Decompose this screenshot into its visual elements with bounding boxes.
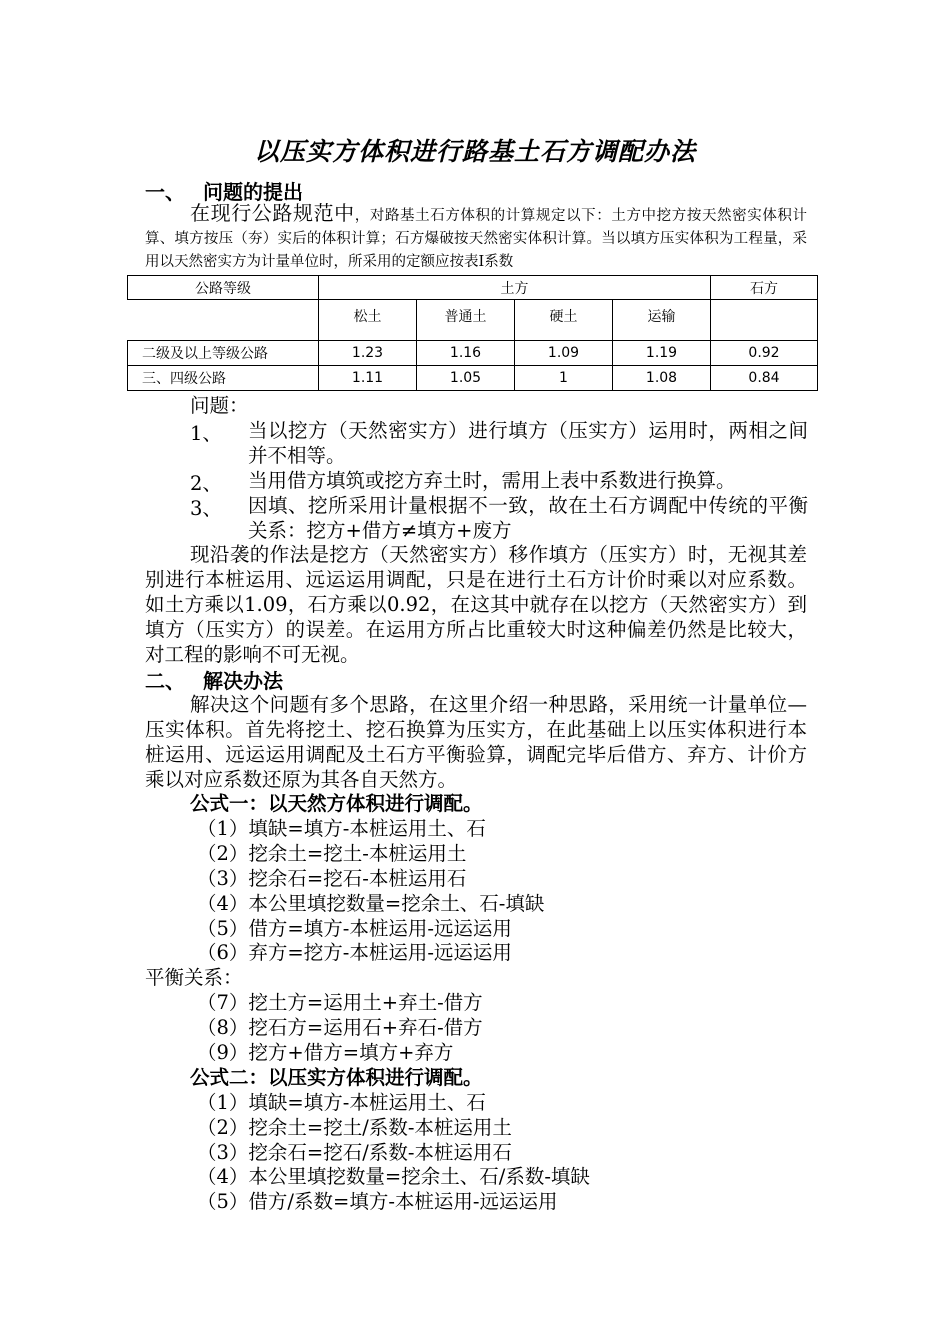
section1-number: 一、: [145, 180, 185, 204]
problem-text: 当用借方填筑或挖方弃土时，需用上表中系数进行换算。: [248, 469, 736, 492]
table-header-grade: 公路等级: [128, 276, 319, 300]
table-cell: 1.23: [319, 341, 417, 366]
section1-intro: [145, 202, 807, 274]
balance-label: 平衡关系：: [145, 966, 243, 989]
table-cell-grade: 三、四级公路: [128, 366, 319, 391]
table-subheader-ordinary-soil: 普通土: [417, 300, 515, 341]
problem-text: 当以挖方（天然密实方）进行填方（压实方）运用时，两相之间并不相等。: [248, 419, 808, 467]
formula1-heading: 公式一：以天然方体积进行调配。: [190, 792, 483, 815]
table-cell: 0.92: [711, 341, 818, 366]
table-subheader-hard-soil: 硬土: [515, 300, 613, 341]
table-cell: 1.16: [417, 341, 515, 366]
section2-paragraph: 解决这个问题有多个思路，在这里介绍一种思路，采用统一计量单位—压实体积。首先将挖土、挖石换算为压实方，在此基础上以压实体积进行本桩运用、远运运用调配及土石方平衡验算，调配完毕后借方、弃方、计价方乘以对应系数还原为其各自天然方。: [145, 693, 807, 791]
problem-number: 3、: [190, 497, 222, 520]
table-row: [128, 341, 818, 366]
problem-number: 2、: [190, 472, 222, 495]
table-cell: 1.08: [613, 366, 711, 391]
formula2-heading: 公式二：以压实方体积进行调配。: [190, 1066, 483, 1089]
intro-body: ，对路基土石方体积的计算规定以下：土方中挖方按天然密实体积计算、填方按压（夯）实后的体积计算；石方爆破按天然密实体积计算。当以填方压实体积为工程量，采用以天然密实方为计量单位时，所采用的定额应按表Ⅰ系数: [145, 208, 808, 270]
section2-title: 解决办法: [203, 669, 283, 693]
section2-heading: [145, 665, 283, 694]
table-cell: 1: [515, 366, 613, 391]
formula2-item: （1）填缺=填方-本桩运用土、石: [197, 1091, 486, 1114]
formula1-item: （2）挖余土=挖土-本桩运用土: [197, 842, 467, 865]
formula1-item: （1）填缺=填方-本桩运用土、石: [197, 817, 486, 840]
section2-number: 二、: [145, 669, 185, 693]
table-header-rock: 石方: [711, 276, 818, 300]
table-subheader-rock-empty: [711, 300, 818, 341]
problems-paragraph: 现沿袭的作法是挖方（天然密实方）移作填方（压实方）时，无视其差别进行本桩运用、远运运用调配，只是在进行土石方计价时乘以对应系数。如土方乘以1.09，石方乘以0.92，在这其中就存在以挖方（天然密实方）到填方（压实方）的误差。在运用方所占比重较大时这种偏差仍然是比较大，对工程的影响不可无视。: [145, 543, 807, 666]
table-cell: 1.11: [319, 366, 417, 391]
document-title: 以压实方体积进行路基土石方调配办法: [253, 137, 696, 166]
formula2-item: （2）挖余土=挖土/系数-本桩运用土: [197, 1116, 512, 1139]
table-row: [128, 366, 818, 391]
formula1-item: （3）挖余石=挖石-本桩运用石: [197, 867, 467, 890]
formula1-item: （6）弃方=挖方-本桩运用-远运运用: [197, 941, 512, 964]
table-subheader-empty: [128, 300, 319, 341]
table-cell: 1.19: [613, 341, 711, 366]
formula2-item: （4）本公里填挖数量=挖余土、石/系数-填缺: [197, 1165, 590, 1188]
table-cell: 0.84: [711, 366, 818, 391]
formula2-item: （5）借方/系数=填方-本桩运用-远运运用: [197, 1190, 558, 1213]
section1-title: 问题的提出: [203, 180, 303, 204]
table-cell: 1.09: [515, 341, 613, 366]
balance-item: （7）挖土方=运用土+弃土-借方: [197, 991, 483, 1014]
problems-label: 问题：: [190, 394, 249, 417]
table-cell: 1.05: [417, 366, 515, 391]
coefficient-table: [127, 275, 818, 391]
balance-item: （9）挖方+借方=填方+弃方: [197, 1041, 454, 1064]
intro-lead: 在现行公路规范中: [190, 201, 355, 225]
formula1-item: （4）本公里填挖数量=挖余土、石-填缺: [197, 892, 545, 915]
problem-number: 1、: [190, 422, 222, 445]
table-subheader-transport: 运输: [613, 300, 711, 341]
problem-text: 因填、挖所采用计量根据不一致，故在土石方调配中传统的平衡关系：挖方+借方≠填方+废方: [248, 494, 808, 542]
formula1-item: （5）借方=填方-本桩运用-远运运用: [197, 917, 512, 940]
table-header-soil: 土方: [319, 276, 711, 300]
formula2-item: （3）挖余石=挖石/系数-本桩运用石: [197, 1141, 512, 1164]
table-cell-grade: 二级及以上等级公路: [128, 341, 319, 366]
table-subheader-loose-soil: 松土: [319, 300, 417, 341]
balance-item: （8）挖石方=运用石+弃石-借方: [197, 1016, 483, 1039]
